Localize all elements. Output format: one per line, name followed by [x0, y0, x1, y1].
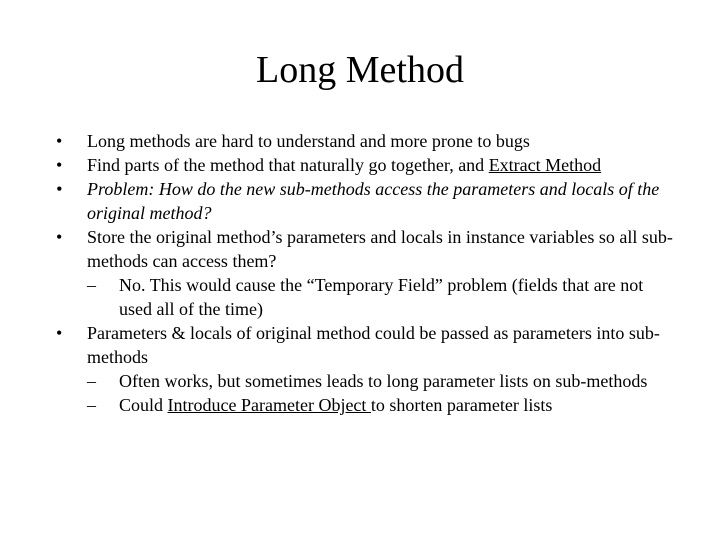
slide-body — [56, 129, 676, 417]
bullet-text: Store the original method’s parameters and locals in instance variables so all sub-methods can access them? — [87, 227, 673, 271]
bullet-item — [56, 153, 676, 177]
bullet-dot: • — [56, 131, 63, 151]
bullet-item — [56, 321, 676, 369]
bullet-dot: • — [56, 323, 63, 343]
bullet-item — [56, 225, 676, 273]
sub-bullet-text: Often works, but sometimes leads to long parameter lists on sub-methods — [119, 371, 648, 391]
sub-bullet-text: No. This would cause the “Temporary Field” problem (fields that are not used all of the time) — [119, 275, 644, 319]
dash-marker: – — [87, 275, 96, 295]
dash-marker: – — [87, 395, 96, 415]
extract-method-link[interactable]: Extract Method — [488, 155, 602, 175]
sub-bullet-item — [56, 369, 676, 393]
slide-title: Long Method — [256, 49, 464, 91]
sub-bullet-item — [56, 393, 676, 417]
bullet-text: Long methods are hard to understand and more prone to bugs — [87, 131, 530, 151]
introduce-parameter-object-link[interactable]: Introduce Parameter Object — [167, 395, 371, 415]
bullet-dot: • — [56, 179, 63, 199]
bullet-item — [56, 177, 676, 225]
bullet-text: Find parts of the method that naturally go together, and — [87, 155, 489, 175]
bullet-item — [56, 129, 676, 153]
sub-bullet-item — [56, 273, 676, 321]
dash-marker: – — [87, 371, 96, 391]
bullet-dot: • — [56, 227, 63, 247]
bullet-dot: • — [56, 155, 63, 175]
sub-bullet-text: Could — [119, 395, 168, 415]
bullet-text: Problem: How do the new sub-methods access the parameters and locals of the original method? — [87, 179, 660, 223]
bullet-text: Parameters & locals of original method could be passed as parameters into sub-methods — [87, 323, 660, 367]
sub-bullet-text-end: to shorten parameter lists — [370, 395, 553, 415]
